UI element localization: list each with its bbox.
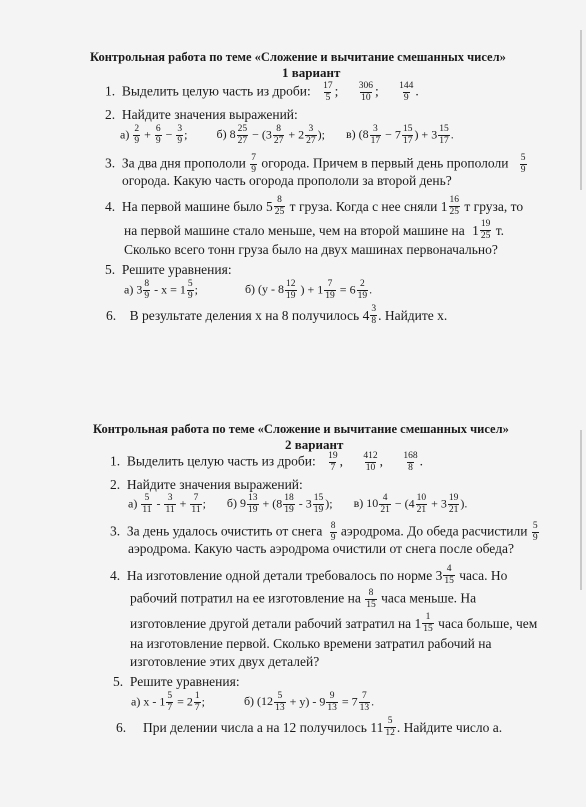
fraction: $\frac{15}{17}$ xyxy=(439,124,449,146)
task-number: 2. xyxy=(105,107,116,122)
v2-task-5-equations: а) х - 1 $\frac{5}{7}$ = 2 $\frac{1}{7}$ ; б) (12 $\frac{5}{13}$ + у) - 9 $\frac{9}{13}$ = 7 $\frac{7}{13}$ . xyxy=(131,691,375,713)
fraction: $\frac{5}{11}$ xyxy=(142,493,152,515)
v2-task-5: 5. Решите уравнения: xyxy=(113,674,240,689)
fraction: $\frac{5}{7}$ xyxy=(167,691,173,713)
fraction: $\frac{2}{19}$ xyxy=(357,279,368,301)
v1-task-2-expressions: а) $\frac{2}{9}$ + $\frac{6}{9}$ − $\frac{3}{9}$ ; б) 8 $\frac{25}{27}$ − (3 $\frac{8}{27}$ + 2 $\frac{3}{27}$ ); в) (8 $\frac{3}{17}$ − 7 $\frac{15}{17}$ ) + 3 $\frac{15}{17}$ . xyxy=(120,124,454,146)
v2-task-4-line5: изготовление этих двух деталей? xyxy=(130,654,320,669)
fraction: $\frac{3}{27}$ xyxy=(306,124,316,146)
task-number: 2. xyxy=(110,477,121,492)
task-number: 1. xyxy=(110,453,121,469)
v1-task-1: 1. Выделить целую часть из дроби: $\frac{17}{5}$ ; $\frac{306}{10}$ ; $\frac{144}{9}$ . xyxy=(105,81,419,103)
task-number: 5. xyxy=(113,674,124,689)
mixed-number: 1 19 25 xyxy=(472,219,491,241)
task-number: 6. xyxy=(116,719,127,735)
task-number: 5. xyxy=(105,262,116,277)
fraction: $\frac{8}{27}$ xyxy=(273,124,284,146)
v2-task-6: 6. При делении числа а на 12 получилось 11 5 12 . Найдите число а. xyxy=(116,716,503,738)
fraction: $\frac{18}{19}$ xyxy=(284,493,294,515)
fraction: $\frac{7}{9}$ xyxy=(251,153,257,175)
v1-task-5: 5. Решите уравнения: xyxy=(105,262,232,277)
v2-task-2-expressions: а) $\frac{5}{11}$ - $\frac{3}{11}$ + $\frac{7}{11}$ ; б) 9 $\frac{13}{19}$ + (8 $\frac{18}{19}$ - 3 $\frac{15}{19}$ ); в) 10 $\frac{4}{21}$ − (4 $\frac{10}{21}$ + 3 $\frac{19}{21}$ ). xyxy=(128,493,468,515)
fraction: $\frac{25}{27}$ xyxy=(237,124,248,146)
fraction: $\frac{168}{8}$ xyxy=(403,451,418,473)
v1-task-3: 3. За два дня пропололи $\frac{7}{9}$ огорода. Причем в первый день пропололи $\frac{5}{9}$ xyxy=(105,153,526,175)
task-number: 4. xyxy=(105,198,116,214)
fraction: $\frac{8}{9}$ xyxy=(144,279,150,301)
fraction: $\frac{7}{11}$ xyxy=(191,493,201,515)
v1-task-5-equations: а) 3 $\frac{8}{9}$ - х = 1 $\frac{5}{9}$ ; б) (у - 8 $\frac{12}{19}$ ) + 1 $\frac{7}{19}$ = 6 $\frac{2}{19}$ . xyxy=(124,279,373,301)
mixed-number: 1 16 25 xyxy=(440,195,460,217)
fraction: $\frac{7}{19}$ xyxy=(325,279,335,301)
fraction: $\frac{5}{9}$ xyxy=(187,279,193,301)
v1-task-2 xyxy=(105,108,298,122)
fraction: $\frac{3}{11}$ xyxy=(165,493,175,515)
fraction: $\frac{3}{9}$ xyxy=(177,124,183,146)
page-edge xyxy=(580,30,582,190)
fraction: $\frac{19}{21}$ xyxy=(448,493,459,515)
mixed-number: 4 3 8 xyxy=(362,304,377,326)
mixed-number: 11 5 12 xyxy=(370,716,395,738)
v1-task-6: 6. В результате деления х на 8 получилось 4 3 8 . Найдите х. xyxy=(106,304,448,326)
task-number: 6. xyxy=(106,307,117,323)
fraction: $\frac{17}{5}$ xyxy=(323,81,333,103)
v1-task-4-line2: на первой машине стало меньше, чем на второй машине на 1 19 25 т. xyxy=(124,219,504,241)
fraction: $\frac{6}{9}$ xyxy=(155,124,161,146)
fraction: $\frac{10}{21}$ xyxy=(416,493,427,515)
mixed-number: 5 8 25 xyxy=(266,195,285,217)
v2-task-4-line2: рабочий потратил на ее изготовление на $\frac{8}{15}$ часа меньше. На xyxy=(130,588,477,610)
fraction: $\frac{8}{9}$ xyxy=(330,521,336,543)
fraction: $\frac{15}{19}$ xyxy=(313,493,324,515)
fraction: $\frac{15}{17}$ xyxy=(402,124,413,146)
fraction: $\frac{9}{13}$ xyxy=(327,691,337,713)
v2-task-2: 2. Найдите значения выражений: xyxy=(110,477,303,492)
v1-variant: 1 вариант xyxy=(282,65,341,80)
fraction: $\frac{4}{21}$ xyxy=(380,493,390,515)
task-number: 4. xyxy=(110,567,121,583)
v2-task-1: 1. Выделить целую часть из дроби: $\frac{19}{7}$ , $\frac{412}{10}$ , $\frac{168}{8}$ . xyxy=(110,451,423,473)
v2-task-4-line3: изготовление другой детали рабочий затратил на 1 1 15 часа больше, чем xyxy=(130,612,538,634)
fraction: $\frac{2}{9}$ xyxy=(134,124,140,146)
v2-task-3: 3. За день удалось очистить от снега $\frac{8}{9}$ аэродрома. До обеда расчистили $\frac{5}{9}$ xyxy=(110,521,538,543)
task-number: 3. xyxy=(105,155,116,171)
v2-task-4-line4: на изготовление первой. Сколько времени затратил рабочий на xyxy=(130,636,492,651)
fraction: $\frac{8}{15}$ xyxy=(366,588,376,610)
fraction: $\frac{19}{7}$ xyxy=(328,451,338,473)
v1-title: Контрольная работа по теме «Сложение и вычитание смешанных чисел» xyxy=(90,50,506,64)
v2-variant: 2 вариант xyxy=(285,437,344,452)
v1-task-4: 4. На первой машине было 5 8 25 т груза. Когда с нее сняли 1 16 25 т груза, то xyxy=(105,195,524,217)
fraction: $\frac{5}{9}$ xyxy=(532,521,538,543)
v1-task-4-line3: Сколько всего тонн груза было на двух машинах первоначально? xyxy=(124,242,498,257)
fraction: $\frac{144}{9}$ xyxy=(399,81,414,103)
page-edge xyxy=(580,430,582,590)
v1-task-3-line2: огорода. Какую часть огорода пропололи за второй день? xyxy=(122,173,452,188)
fraction: $\frac{1}{7}$ xyxy=(194,691,200,713)
fraction: $\frac{7}{13}$ xyxy=(359,691,370,713)
task-text: Выделить целую часть из дроби: xyxy=(121,83,311,99)
mixed-number: 1 1 15 xyxy=(414,612,433,634)
fraction: $\frac{306}{10}$ xyxy=(358,81,373,103)
task-number: 3. xyxy=(110,523,121,539)
fraction: $\frac{412}{10}$ xyxy=(363,451,378,473)
fraction: $\frac{5}{13}$ xyxy=(275,691,285,713)
fraction: $\frac{3}{17}$ xyxy=(370,124,381,146)
mixed-number: 3 4 15 xyxy=(435,564,454,586)
v2-task-4: 4. На изготовление одной детали требовалось по норме 3 4 15 часа. Но xyxy=(110,564,508,586)
fraction: $\frac{13}{19}$ xyxy=(248,493,258,515)
fraction: $\frac{12}{19}$ xyxy=(286,279,296,301)
task-text: Найдите значения выражений: xyxy=(121,107,298,122)
v2-task-3-line2: аэродрома. Какую часть аэродрома очистили от снега после обеда? xyxy=(128,541,514,556)
fraction: $\frac{5}{9}$ xyxy=(520,153,526,175)
task-number: 1. xyxy=(105,83,116,99)
v2-title: Контрольная работа по теме «Сложение и вычитание смешанных чисел» xyxy=(93,422,509,436)
